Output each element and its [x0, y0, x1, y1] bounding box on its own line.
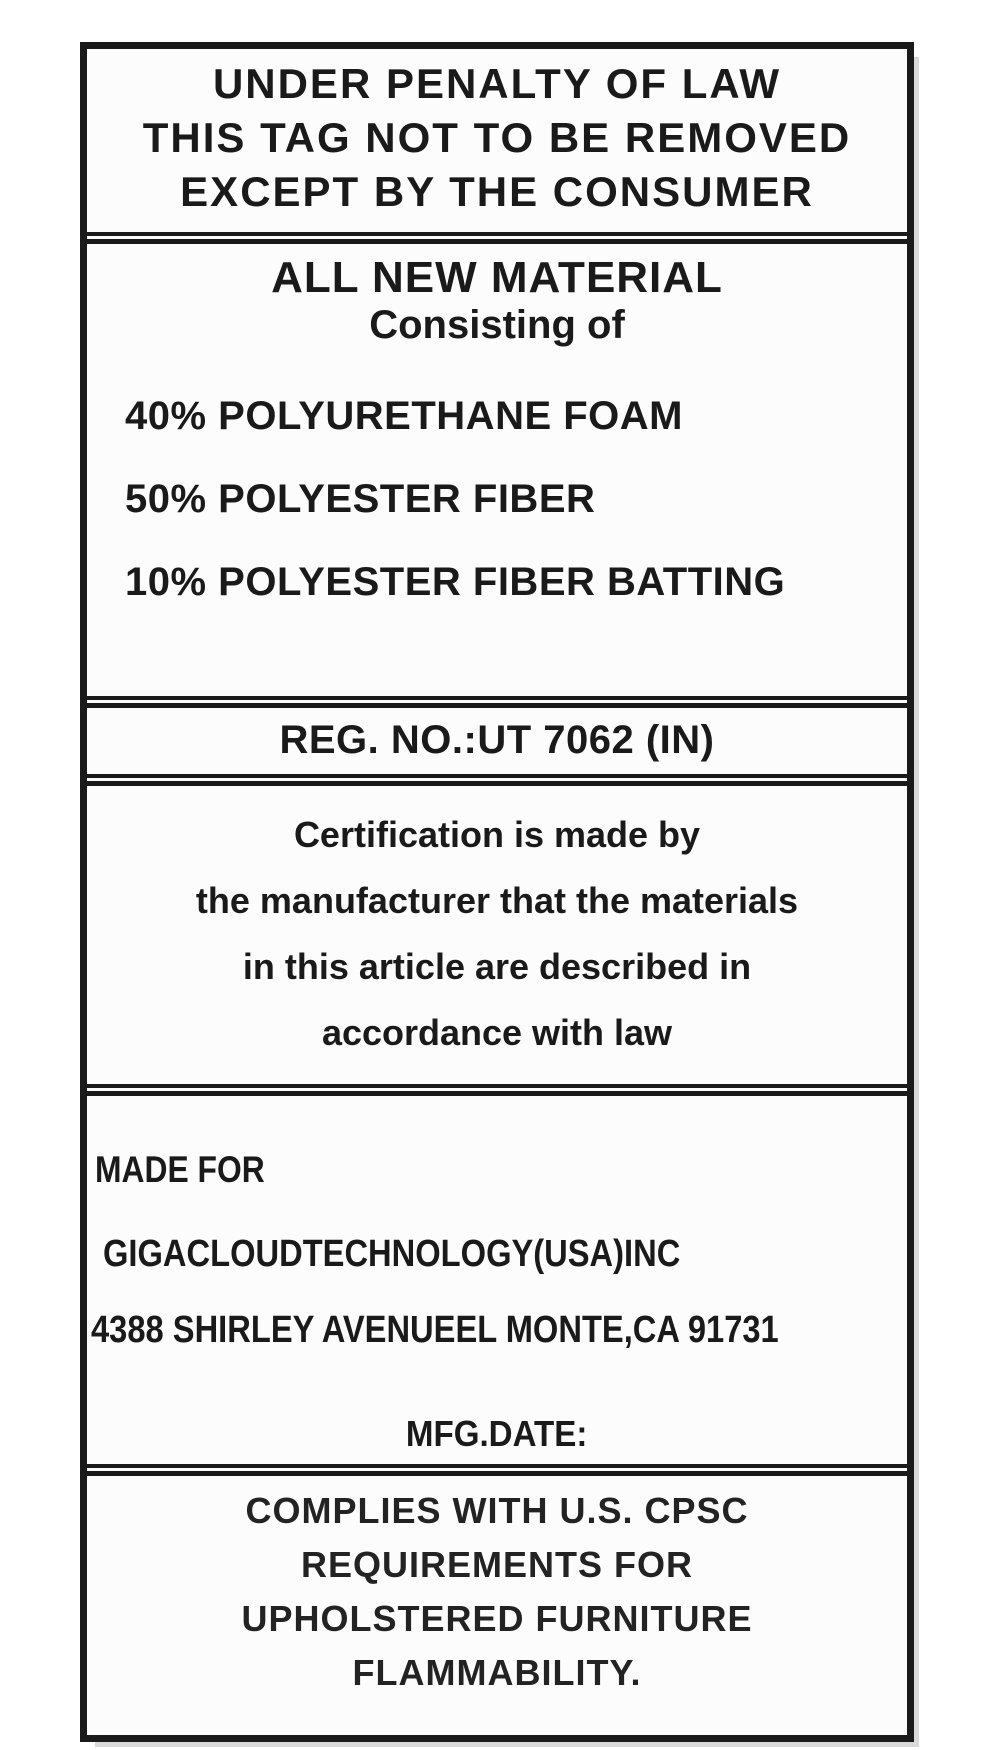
- penalty-header-section: [87, 49, 907, 232]
- made-for-heading: [87, 1148, 907, 1192]
- registration-section: [87, 708, 907, 774]
- penalty-line-2: THIS TAG NOT TO BE REMOVED: [142, 114, 852, 161]
- compliance-line-3: UPHOLSTERED FURNITURE: [241, 1598, 753, 1639]
- law-label-tag: [80, 42, 914, 1742]
- material-item-foam: 40% POLYURETHANE FOAM: [125, 394, 683, 438]
- company-name: [87, 1232, 907, 1276]
- section-divider: [87, 774, 907, 786]
- company-address: [87, 1308, 907, 1352]
- section-divider: [87, 1084, 907, 1096]
- mfg-date-field: [87, 1412, 907, 1456]
- section-divider: [87, 696, 907, 708]
- certification-line-4: accordance with law: [321, 1012, 673, 1053]
- material-item-batting: 10% POLYESTER FIBER BATTING: [125, 560, 786, 604]
- registration-number: REG. NO.:UT 7062 (IN): [279, 718, 715, 762]
- certification-line-1: Certification is made by: [293, 814, 701, 855]
- compliance-line-1: COMPLIES WITH U.S. CPSC: [245, 1490, 749, 1531]
- company-name-text: GIGACLOUDTECHNOLOGY(USA)INC: [103, 1233, 681, 1275]
- materials-section: [87, 244, 907, 696]
- company-address-text: 4388 SHIRLEY AVENUEEL MONTE,CA 91731: [91, 1309, 779, 1351]
- materials-title: ALL NEW MATERIAL: [271, 253, 723, 302]
- made-for-section: [87, 1096, 907, 1464]
- compliance-line-2: REQUIREMENTS FOR: [300, 1544, 693, 1585]
- certification-section: [87, 786, 907, 1084]
- made-for-heading-text: MADE FOR: [95, 1149, 265, 1190]
- penalty-line-1: UNDER PENALTY OF LAW: [212, 60, 782, 107]
- certification-line-3: in this article are described in: [242, 946, 752, 987]
- penalty-line-3: EXCEPT BY THE CONSUMER: [180, 168, 814, 215]
- materials-list: [87, 396, 907, 603]
- materials-subtitle: Consisting of: [369, 303, 625, 347]
- certification-line-2: the manufacturer that the materials: [195, 880, 799, 921]
- section-divider: [87, 1464, 907, 1476]
- mfg-date-label: MFG.DATE:: [406, 1413, 588, 1454]
- compliance-line-4: FLAMMABILITY.: [352, 1652, 642, 1693]
- compliance-section: [87, 1476, 907, 1735]
- section-divider: [87, 232, 907, 244]
- material-item-fiber: 50% POLYESTER FIBER: [125, 477, 596, 521]
